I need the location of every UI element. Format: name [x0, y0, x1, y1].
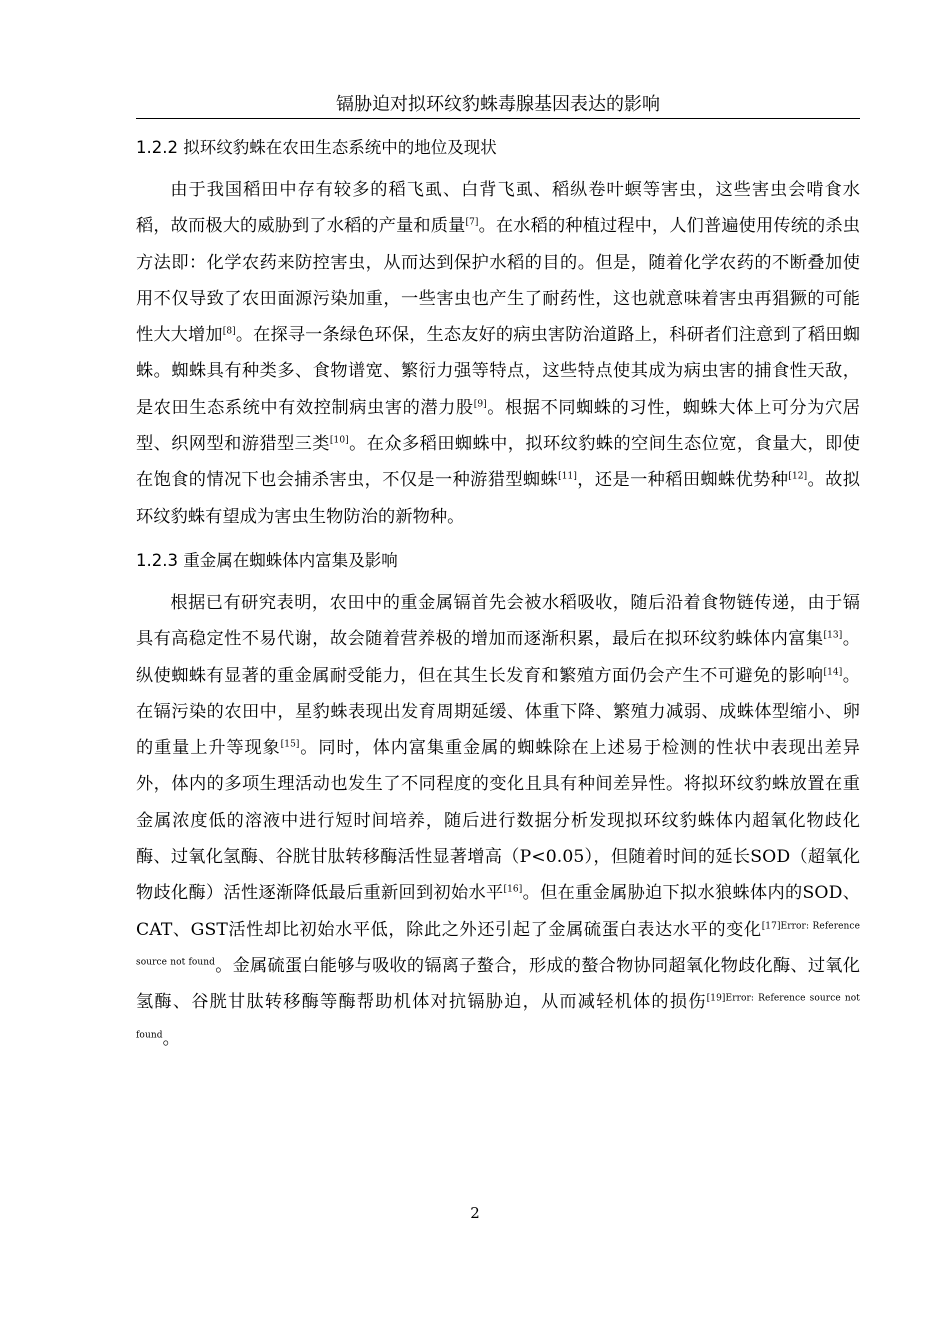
citation-ref: [9]: [473, 399, 487, 410]
text-run: 由于我国稻田中存有较多的稻飞虱、白背飞虱、稻纵卷叶螟等害虫，这些害虫会啃食水稻，故而极大的威胁到了水稻的产量和质量: [136, 180, 860, 237]
citation-ref: [8]: [222, 326, 236, 337]
page-content: [136, 130, 860, 1065]
text-run: 。同时，体内富集重金属的蜘蛛除在上述易于检测的性状中表现出差异外，体内的多项生理活动也发生了不同程度的变化且具有种间差异性。将拟环纹豹蛛放置在重金属浓度低的溶液中进行短时间培养，随后进行数据分析发现拟环纹豹蛛体内超氧化物歧化酶、过氧化氢酶、谷胱甘肽转移酶活性显著增高（P<0.05），但随着时间的延长SOD（超氧化物歧化酶）活性逐渐降低最后重新回到初始水平: [136, 738, 860, 904]
text-run: 。故拟环纹豹蛛有望成为害虫生物防治的新物种。: [136, 470, 860, 527]
text-run: 。金属硫蛋白能够与吸收的镉离子螯合，形成的螯合物协同超氧化物歧化酶、过氧化氢酶、谷胱甘肽转移酶等酶帮助机体对抗镉胁迫，从而减轻机体的损伤: [136, 955, 860, 1013]
citation-ref: [14]: [823, 666, 843, 677]
citation-ref: [17]Error: Reference source not found: [136, 920, 860, 968]
text-run: 。根据不同蜘蛛的习性，蜘蛛大体上可分为穴居型、织网型和游猎型三类: [136, 397, 861, 455]
citation-ref: [12]: [788, 471, 808, 482]
paragraph-heavy-metal: [136, 585, 860, 1057]
text-run: ，还是一种稻田蜘蛛优势种: [577, 470, 789, 491]
citation-ref: [15]: [280, 739, 300, 750]
section-heading-1-2-3: 1.2.3 重金属在蜘蛛体内富集及影响: [136, 550, 398, 570]
text-run: 根据已有研究表明，农田中的重金属镉首先会被水稻吸收，随后沿着食物链传递，由于镉具有高稳定性不易代谢，故会随着营养极的增加而逐渐积累，最后在拟环纹豹蛛体内富集: [136, 592, 860, 650]
text-run: 。在镉污染的农田中，星豹蛛表现出发育周期延缓、体重下降、繁殖力减弱、成蛛体型缩小、卵的重量上升等现象: [136, 665, 861, 759]
page-number: 2: [470, 1204, 480, 1222]
text-run: 。纵使蜘蛛有显著的重金属耐受能力，但在其生长发育和繁殖方面仍会产生不可避免的影响: [136, 629, 861, 686]
text-run: 。但在重金属胁迫下拟水狼蛛体内的SOD、CAT、GST活性却比初始水平低，除此之外还引起了金属硫蛋白表达水平的变化: [136, 883, 860, 940]
citation-ref: [16]: [503, 884, 523, 895]
paragraph-spider-status: [136, 172, 860, 535]
citation-ref: [10]: [329, 435, 349, 446]
text-run: 。在众多稻田蜘蛛中，拟环纹豹蛛的空间生态位宽，食量大，即使在饱食的情况下也会捕杀害虫，不仅是一种游猎型蜘蛛: [136, 434, 860, 491]
citation-ref: [19]Error: Reference source not found: [136, 993, 860, 1040]
citation-ref: [7]: [465, 217, 479, 228]
running-header: 镉胁迫对拟环纹豹蛛毒腺基因表达的影响: [136, 94, 860, 119]
text-run: 。在水稻的种植过程中，人们普遍使用传统的杀虫方法即：化学农药来防控害虫，从而达到保护水稻的目的。但是，随着化学农药的不断叠加使用不仅导致了农田面源污染加重，一些害虫也产生了耐药性，这也就意味着害虫再猖獗的可能性大大增加: [136, 216, 861, 346]
citation-ref: [13]: [823, 630, 843, 641]
section-heading-1-2-2: 1.2.2 拟环纹豹蛛在农田生态系统中的地位及现状: [136, 138, 497, 157]
text-run: 。: [162, 1028, 180, 1049]
text-run: 。在探寻一条绿色环保，生态友好的病虫害防治道路上，科研者们注意到了稻田蜘蛛。蜘蛛具有种类多、食物谱宽、繁衍力强等特点，这些特点使其成为病虫害的捕食性天敌，是农田生态系统中有效控制病虫害的潜力股: [136, 325, 860, 418]
citation-ref: [11]: [558, 471, 577, 482]
